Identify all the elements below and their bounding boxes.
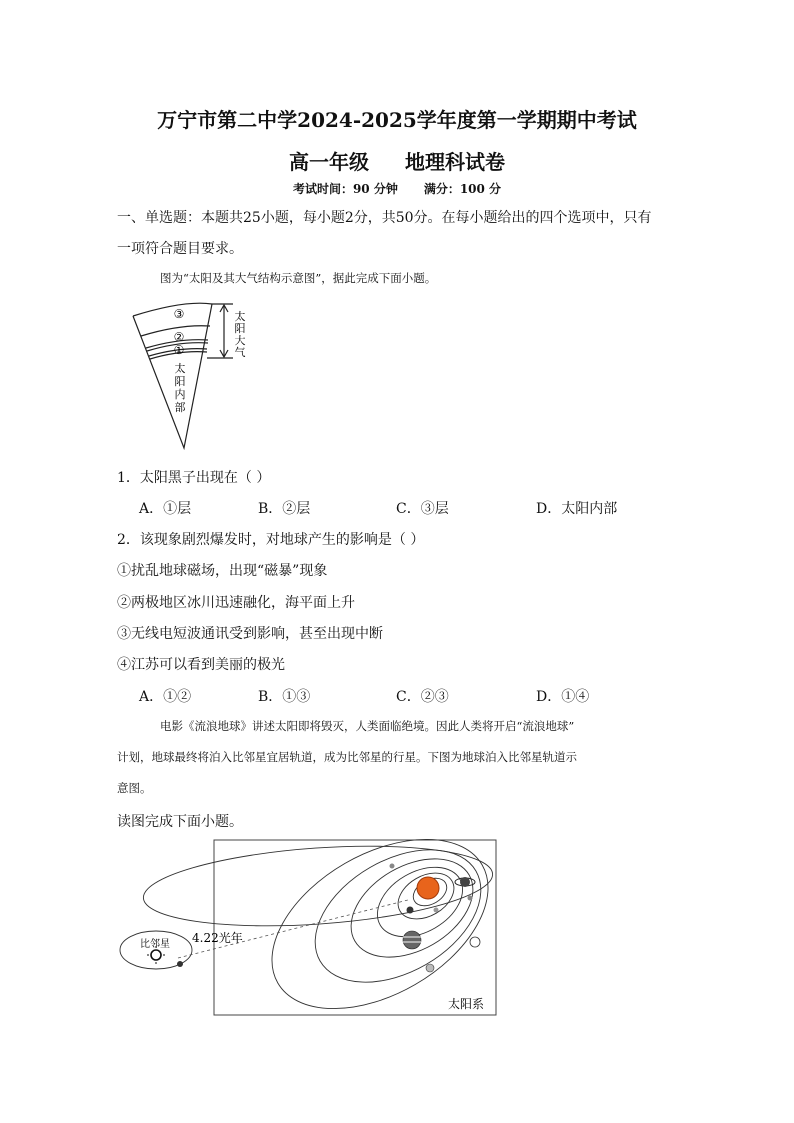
outer-arc [133, 303, 212, 316]
q2-item-4: ④江苏可以看到美丽的极光 [117, 657, 285, 673]
atmos-char-1: 太 [234, 310, 246, 323]
atmos-char-3: 大 [234, 334, 246, 347]
solar-system-label: 太阳系 [448, 997, 485, 1011]
exam-time: 考试时间：90 分钟 [292, 182, 398, 196]
section-heading-line1: 一、单选题：本题共25小题，每小题2分，共50分。在每小题给出的四个选项中，只有 [117, 210, 652, 226]
mercury-icon [434, 908, 439, 913]
intro2-line3: 意图。 [117, 781, 152, 795]
saturn-icon [460, 877, 470, 887]
interior-char-3: 内 [174, 388, 186, 401]
q1-option-d[interactable]: D．太阳内部 [536, 501, 618, 517]
q2-option-c[interactable]: C．②③ [396, 689, 449, 705]
solar-system-frame [214, 840, 496, 1015]
jupiter-icon [403, 931, 421, 949]
subject-label: 地理科试卷 [405, 150, 505, 174]
earth-at-proxima-icon [177, 961, 183, 967]
interior-char-4: 部 [174, 401, 186, 414]
layer2-label: ② [173, 330, 185, 344]
exam-title: 万宁市第二中学2024-2025学年度第一学期期中考试 [157, 108, 637, 132]
proxima-label: 比邻星 [140, 939, 170, 950]
q1-stem: 1．太阳黑子出现在（ ） [117, 470, 271, 486]
layer3-label: ③ [173, 307, 185, 321]
uranus-icon [470, 937, 480, 947]
distance-label: 4.22光年 [192, 931, 243, 945]
exam-info [0, 180, 794, 197]
proxima-star-icon [151, 950, 161, 960]
q2-option-b[interactable]: B．①③ [258, 689, 311, 705]
atmos-char-4: 气 [234, 346, 246, 359]
interior-char-1: 太 [174, 362, 186, 375]
intro2-line4: 读图完成下面小题。 [117, 814, 243, 830]
intro2-line2: 计划，地球最终将泊入比邻星宜居轨道，成为比邻星的行星。下图为地球泊入比邻星轨道示 [117, 750, 577, 764]
atmos-char-2: 阳 [234, 322, 246, 335]
venus-icon [468, 896, 473, 901]
sun-structure-diagram [128, 298, 258, 450]
earth-icon [407, 907, 414, 914]
layer1-label: ① [173, 343, 185, 357]
wandering-earth-diagram [118, 838, 500, 1018]
q1-option-c[interactable]: C．③层 [396, 501, 449, 517]
full-score: 满分：100 分 [423, 182, 502, 196]
q1-option-a[interactable]: A．①层 [139, 501, 192, 517]
mars-icon [390, 864, 395, 869]
section-heading-line2: 一项符合题目要求。 [117, 241, 243, 257]
intro2-line1: 电影《流浪地球》讲述太阳即将毁灭，人类面临绝境。因此人类将开启“流浪地球” [160, 719, 575, 733]
q2-item-1: ①扰乱地球磁场，出现“磁暴”现象 [117, 563, 328, 579]
q2-item-3: ③无线电短波通讯受到影响，甚至出现中断 [117, 626, 383, 642]
q2-item-2: ②两极地区冰川迅速融化，海平面上升 [117, 595, 355, 611]
q2-option-d[interactable]: D．①④ [536, 689, 590, 705]
sun-icon [417, 877, 439, 899]
q2-stem: 2．该现象剧烈爆发时，对地球产生的影响是（ ） [117, 532, 425, 548]
interior-char-2: 阳 [174, 375, 186, 388]
q2-option-a[interactable]: A．①② [139, 689, 192, 705]
neptune-icon [426, 964, 434, 972]
exam-subtitle [0, 146, 794, 175]
figure1-intro: 图为“太阳及其大气结构示意图”，据此完成下面小题。 [160, 271, 437, 285]
grade-label: 高一年级 [289, 150, 369, 174]
q1-option-b[interactable]: B．②层 [258, 501, 311, 517]
